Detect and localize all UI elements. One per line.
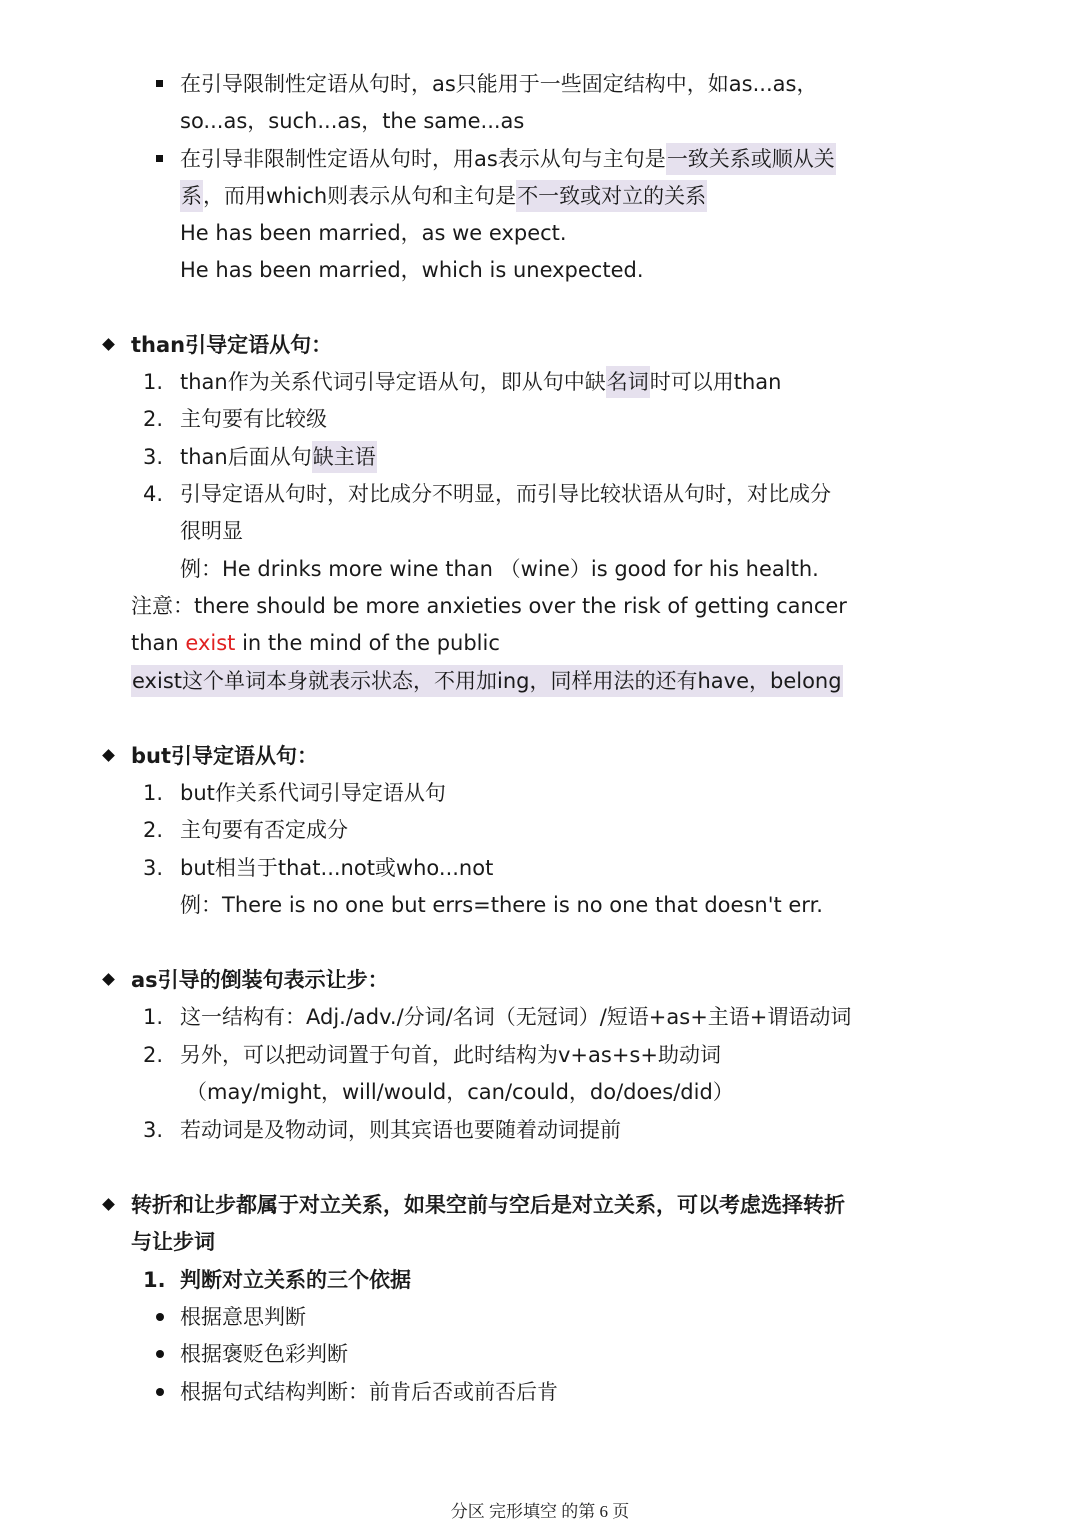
bullet-square-icon xyxy=(156,155,163,162)
list-item: 根据句式结构判断：前肯后否或前否后肯 xyxy=(180,1380,558,1404)
list-number: 3. xyxy=(143,856,164,880)
highlighted-text: 一致关系或顺从关 xyxy=(666,143,836,175)
highlighted-text: 不一致或对立的关系 xyxy=(516,180,707,212)
list-number: 1. xyxy=(143,1005,164,1029)
text-run: 在引导非限制性定语从句时，用as表示从句与主句是 xyxy=(180,147,666,171)
highlighted-text: exist这个单词本身就表示状态，不用加ing，同样用法的还有have，belong xyxy=(131,665,843,697)
note-text xyxy=(131,663,843,699)
text-run: than后面从句 xyxy=(180,445,312,469)
section-heading: but引导定语从句： xyxy=(131,744,319,768)
bullet-diamond-icon xyxy=(102,749,115,762)
example-sentence: 例：There is no one but errs=there is no one that doesn't err. xyxy=(180,893,823,917)
highlighted-text: 缺主语 xyxy=(312,441,377,473)
section-heading: as引导的倒装句表示让步： xyxy=(131,968,389,992)
list-item: 主句要有比较级 xyxy=(180,407,327,431)
subheading: 判断对立关系的三个依据 xyxy=(180,1268,411,1292)
text-line xyxy=(180,141,836,177)
list-number: 1. xyxy=(143,781,164,805)
list-item: 根据意思判断 xyxy=(180,1305,306,1329)
list-item: 主句要有否定成分 xyxy=(180,818,348,842)
bullet-square-icon xyxy=(156,80,163,87)
section-heading: 转折和让步都属于对立关系，如果空前与空后是对立关系，可以考虑选择转折 xyxy=(131,1193,845,1217)
text-run: than作为关系代词引导定语从句，即从句中缺 xyxy=(180,370,606,394)
note-text xyxy=(131,625,500,661)
bullet-dot-icon xyxy=(156,1350,164,1358)
bullet-diamond-icon xyxy=(102,973,115,986)
bullet-diamond-icon xyxy=(102,338,115,351)
list-number: 4. xyxy=(143,482,164,506)
list-number: 2. xyxy=(143,407,164,431)
text-run: in the mind of the public xyxy=(235,631,500,655)
list-number: 3. xyxy=(143,1118,164,1142)
example-sentence: He has been married，which is unexpected. xyxy=(180,258,644,282)
list-number: 1. xyxy=(143,370,164,394)
list-item-continuation: （may/might，will/would，can/could，do/does/did） xyxy=(186,1080,734,1104)
section-heading-continuation: 与让步词 xyxy=(131,1230,215,1254)
list-item: 引导定语从句时，对比成分不明显，而引导比较状语从句时，对比成分 xyxy=(180,482,831,506)
text-run: ，而用which则表示从句和主句是 xyxy=(203,184,517,208)
text-run: 时可以用than xyxy=(649,370,782,394)
subheading-number: 1. xyxy=(143,1268,166,1292)
red-emphasis-text: exist xyxy=(185,631,236,655)
list-item: but作关系代词引导定语从句 xyxy=(180,781,446,805)
text-line: 在引导限制性定语从句时，as只能用于一些固定结构中，如as...as， xyxy=(180,72,818,96)
page-footer: 分区 完形填空 的第 6 页 xyxy=(450,1502,630,1521)
text-run: than xyxy=(131,631,186,655)
highlighted-text: 名词 xyxy=(606,366,650,398)
example-sentence: 例：He drinks more wine than （wine）is good for his health. xyxy=(180,557,819,581)
section-heading: than引导定语从句： xyxy=(131,333,333,357)
text-line: so...as，such...as，the same...as xyxy=(180,109,525,133)
text-line xyxy=(180,178,707,214)
list-item xyxy=(180,364,781,400)
list-item xyxy=(180,439,377,475)
example-sentence: He has been married，as we expect. xyxy=(180,221,567,245)
list-item: 这一结构有：Adj./adv./分词/名词（无冠词）/短语+as+主语+谓语动词 xyxy=(180,1005,852,1029)
bullet-dot-icon xyxy=(156,1313,164,1321)
note-text: 注意：there should be more anxieties over the risk of getting cancer xyxy=(131,594,847,618)
list-number: 3. xyxy=(143,445,164,469)
list-item: but相当于that...not或who...not xyxy=(180,856,494,880)
list-number: 2. xyxy=(143,818,164,842)
highlighted-text: 系 xyxy=(180,180,203,212)
list-number: 2. xyxy=(143,1043,164,1067)
bullet-dot-icon xyxy=(156,1388,164,1396)
list-item-continuation: 很明显 xyxy=(180,519,243,543)
list-item: 根据褒贬色彩判断 xyxy=(180,1342,348,1366)
list-item: 若动词是及物动词，则其宾语也要随着动词提前 xyxy=(180,1118,621,1142)
list-item: 另外，可以把动词置于句首，此时结构为v+as+s+助动词 xyxy=(180,1043,721,1067)
bullet-diamond-icon xyxy=(102,1198,115,1211)
